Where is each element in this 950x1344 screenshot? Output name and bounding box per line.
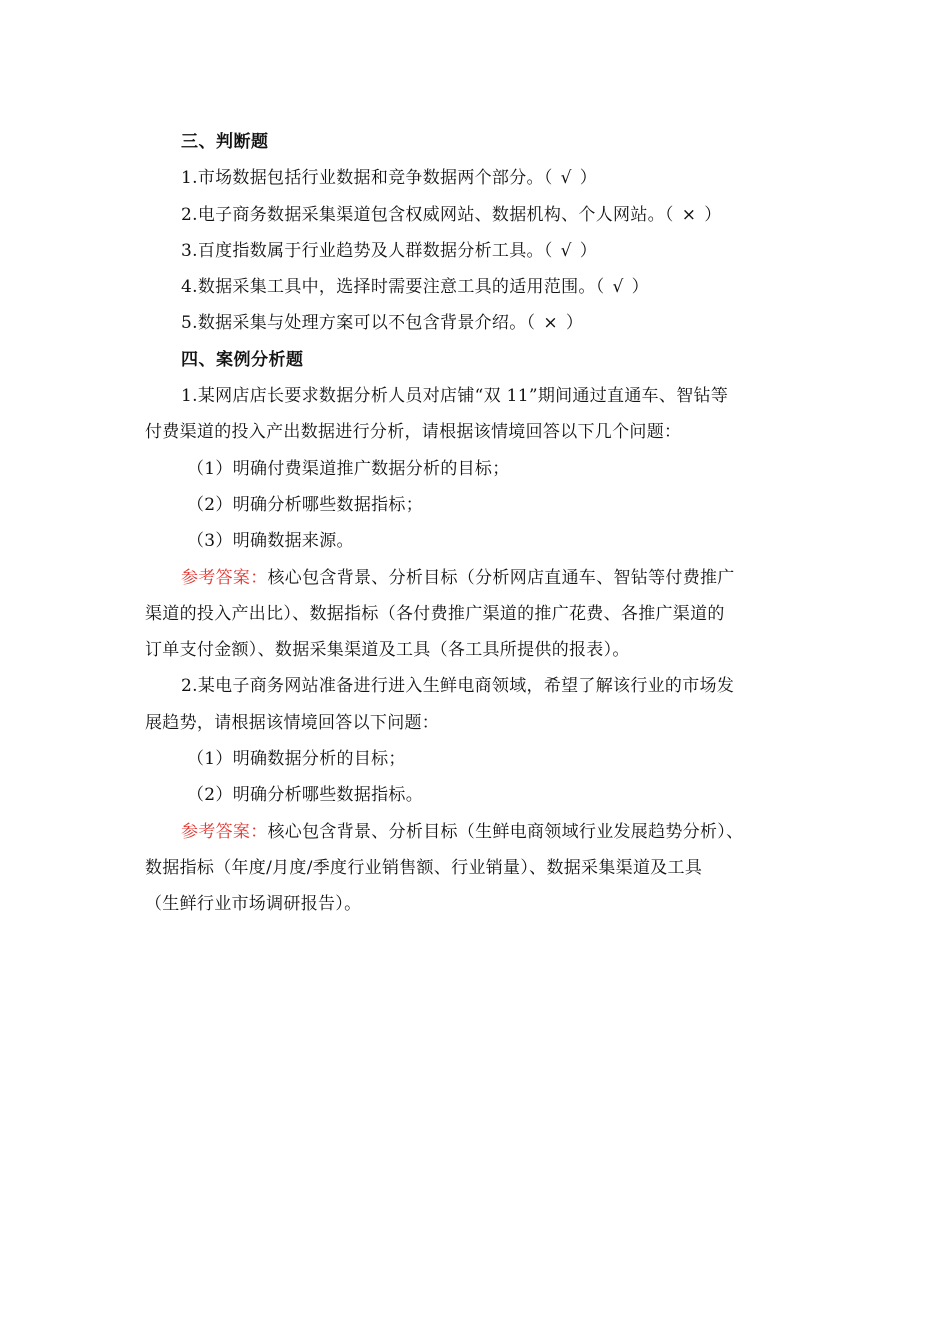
case-1-question: （2）明确分析哪些数据指标；: [187, 494, 424, 515]
case-2-answer-line: [145, 814, 810, 850]
document-body: [145, 124, 810, 923]
cross-mark: ×: [543, 313, 558, 334]
answer-text: 核心包含背景、分析目标（分析网店直通车、智钻等付费推广: [267, 567, 735, 588]
case-1-answer-line: [145, 560, 810, 596]
judgment-item-3: [145, 233, 810, 269]
case-1-prompt: [145, 378, 810, 451]
judgment-item-text: 3.百度指数属于行业趋势及人群数据分析工具。（: [181, 240, 553, 261]
judgment-item-close: ）: [579, 240, 598, 261]
case-2-prompt: [145, 668, 810, 741]
check-mark: √: [560, 168, 572, 189]
case-2-answer-line: （生鲜行业市场调研报告）。: [145, 894, 362, 915]
case-1-line: 付费渠道的投入产出数据进行分析，请根据该情境回答以下几个问题：: [145, 422, 682, 443]
cross-mark: ×: [681, 204, 697, 225]
judgment-item-4: [145, 269, 810, 305]
judgment-item-text: 5.数据采集与处理方案可以不包含背景介绍。（: [181, 313, 536, 334]
case-2-answer: [145, 814, 810, 923]
judgment-item-text: 2.电子商务数据采集渠道包含权威网站、数据机构、个人网站。（: [181, 204, 674, 225]
case-2-question: （1）明确数据分析的目标；: [187, 749, 406, 770]
case-2-question: （2）明确分析哪些数据指标。: [187, 785, 424, 806]
section-title-case-analysis: 四、案例分析题: [181, 349, 304, 370]
judgment-item-1: [145, 160, 810, 196]
case-2-line: 展趋势，请根据该情境回答以下问题：: [145, 712, 440, 733]
judgment-item-2: [145, 197, 810, 233]
answer-label: 参考答案：: [181, 821, 268, 842]
judgment-item-close: ）: [631, 277, 649, 298]
case-1-answer-line: 订单支付金额）、数据采集渠道及工具（各工具所提供的报表）。: [145, 640, 630, 661]
judgment-item-text: 1.市场数据包括行业数据和竞争数据两个部分。（: [181, 168, 553, 189]
section-title-judgment: 三、判断题: [181, 132, 269, 152]
case-1-question: （1）明确付费渠道推广数据分析的目标；: [187, 458, 510, 479]
judgment-item-close: ）: [579, 168, 598, 189]
judgment-item-text: 4.数据采集工具中，选择时需要注意工具的适用范围。（: [181, 277, 605, 298]
judgment-item-close: ）: [704, 204, 722, 225]
case-1-answer-line: 渠道的投入产出比）、数据指标（各付费推广渠道的推广花费、各推广渠道的: [145, 603, 725, 624]
answer-text: 核心包含背景、分析目标（生鲜电商领域行业发展趋势分析）、: [267, 821, 744, 842]
answer-label: 参考答案：: [181, 567, 268, 588]
check-mark: √: [612, 277, 624, 298]
case-2-answer-line: 数据指标（年度/月度/季度行业销售额、行业销量）、数据采集渠道及工具: [145, 857, 703, 878]
case-2-line: 2.某电子商务网站准备进行进入生鲜电商领域，希望了解该行业的市场发: [181, 676, 735, 697]
check-mark: √: [560, 240, 572, 261]
case-1-line: 1.某网店店长要求数据分析人员对店铺“双 11”期间通过直通车、智钻等: [181, 386, 729, 407]
judgment-item-5: [145, 305, 810, 341]
case-1-answer: [145, 560, 810, 669]
judgment-item-close: ）: [565, 313, 584, 334]
case-1-question: （3）明确数据来源。: [187, 531, 354, 552]
